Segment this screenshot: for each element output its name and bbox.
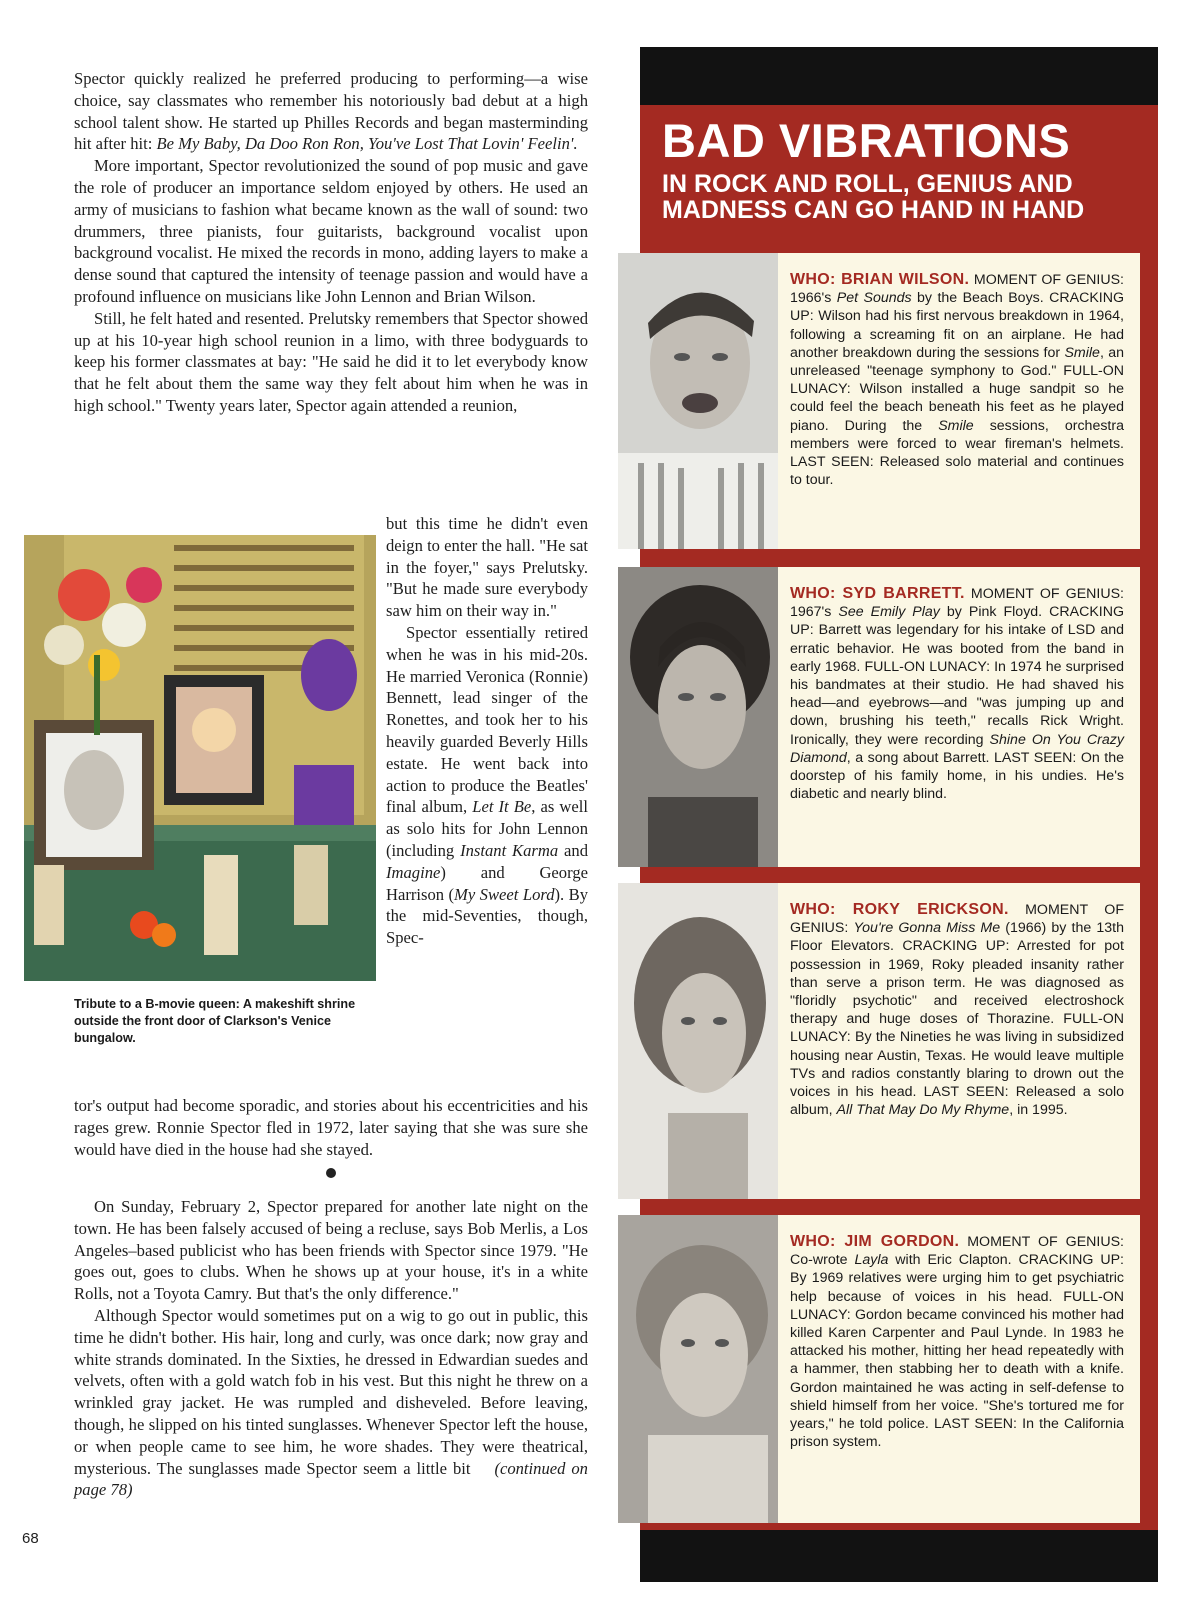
brian-wilson-text: WHO: BRIAN WILSON. MOMENT OF GENIUS: 1966's Pet Sounds by the Beach Boys. CRACKING UP: Wilson had his first nervous breakdown in 1964, following a screaming fit on an airplane. He had another breakdown during the sessions for Smile, an unreleased "teenage symphony to God." FULL-ON LUNACY: Wilson installed a huge sandpit so he could feel the beach beneath his feet as he played piano. During the Smile sessions, orchestra members were forced to wear fireman's helmets. LAST SEEN: Released solo material and continues to tour.	[790, 271, 1125, 489]
sidebar-bad-vibrations	[640, 47, 1158, 1582]
sidebar-title: BAD VIBRATIONS	[662, 114, 1071, 167]
brian-wilson-photo	[618, 253, 778, 549]
jim-gordon-text: WHO: JIM GORDON. MOMENT OF GENIUS: Co-wrote Layla with Eric Clapton. CRACKING UP: By 1969 relatives were urging him to get psychiatric help because of voices in his head. FULL-ON LUNACY: Gordon became convinced his mother had killed Karen Carpenter and Paul Lynde. In 1983 he attacked his mother, hitting her head repeatedly with a hammer, then stabbing her to death with a knife. Gordon maintained he was acting in self-defense to shield himself from her voice. "She's tortured me for years," he told police. LAST SEEN: In the California prison system.	[790, 1233, 1124, 1451]
article-paragraph: Still, he felt hated and resented. Prelutsky remembers that Spector showed up at his 10-year high school reunion in a limo, with three bodyguards to keep his former classmates at bay: "He said he did it to let everybody know that he felt about them the same way they felt about him when he was in high school." Twenty years later, Spector again attended a reunion,	[74, 308, 588, 415]
syd-barrett-photo	[618, 567, 778, 867]
article-paragraph: tor's output had become sporadic, and stories about his eccentricities and his rages grew. Ronnie Spector fled in 1972, later saying that she was sure she would have died in the house had she stayed.	[74, 1096, 588, 1159]
article-paragraph: Spector quickly realized he preferred producing to performing—a wise choice, say classmates who remember his notoriously bad debut at a high school talent show. He started up Philles Records and began masterminding hit after hit: Be My Baby, Da Doo Ron Ron, You've Lost That Lovin' Feelin'.	[74, 69, 588, 154]
sidebar-entry-jim-gordon	[640, 1215, 1140, 1523]
photo-caption: Tribute to a B-movie queen: A makeshift shrine outside the front door of Clarkson's Venice bungalow.	[74, 997, 356, 1045]
article-paragraph: but this time he didn't even deign to enter the hall. "He sat in the foyer," says Prelutsky. "But he made sure everybody saw him on their way in."	[386, 514, 588, 621]
article-paragraph: Spector essentially retired when he was in his mid-20s. He married Veronica (Ronnie) Bennett, lead singer of the Ronettes, and took her to his heavily guarded Beverly Hills estate. He went back into action to produce the Beatles' final album, Let It Be, as well as solo hits for John Lennon (including Instant Karma and Imagine) and George Harrison (My Sweet Lord). By the mid-Seventies, though, Spec-	[386, 622, 589, 948]
article-column-bottom	[74, 1196, 588, 1501]
article-column-mid	[74, 1095, 588, 1160]
roky-erickson-photo	[618, 883, 778, 1199]
article-paragraph: Although Spector would sometimes put on a wig to go out in public, this time he didn't bother. His hair, long and curly, was once dark; now gray and white strands dominated. In the Sixties, he dressed in Edwardian suedes and velvets, often with a gold watch fob in his vest. But this night he threw on a wrinkled gray jacket. He was rumpled and disheveled. Before leaving, though, he slipped on his tinted sunglasses. Whenever Spector left the house, or when people came to see him, he wore shades. They were theatrical, mysterious. The sunglasses made Spector seem a little bit (continued on page 78)	[74, 1305, 588, 1500]
sidebar-entry-syd-barrett	[640, 567, 1140, 867]
roky-erickson-text: WHO: ROKY ERICKSON. MOMENT OF GENIUS: You're Gonna Miss Me (1966) by the 13th Floor Elevators. CRACKING UP: Arrested for pot possession in 1969, Roky pleaded insanity rather than serve a prison term. He was diagnosed as "floridly psychotic" and received electroshock therapy and huge doses of Thorazine. FULL-ON LUNACY: By the Nineties he was living in subsidized housing near Austin, Texas. He would leave multiple TVs and radios constantly blaring to drown out the voices in his head. LAST SEEN: Released a solo album, All That May Do My Rhyme, in 1995.	[790, 901, 1125, 1119]
article-column-wrap	[386, 513, 588, 949]
article-column-top	[74, 68, 588, 417]
page-number: 68	[22, 1530, 39, 1547]
jim-gordon-photo	[618, 1215, 778, 1523]
shrine-photo	[24, 535, 376, 981]
article-paragraph: More important, Spector revolutionized the sound of pop music and gave the role of producer an importance seldom enjoyed by others. He used an army of musicians to fashion what became known as the wall of sound: two drummers, three pianists, four guitarists, background vocalist upon background vocalist. He mixed the records in mono, adding layers to make a dense sound that captured the intensity of teenage passion and would have a profound influence on musicians like John Lennon and Brian Wilson.	[74, 156, 588, 306]
continued-note: (continued on page 78)	[74, 1458, 588, 1500]
sidebar-top-bar	[640, 47, 1158, 105]
sidebar-entry-brian-wilson	[640, 253, 1140, 549]
article-paragraph: On Sunday, February 2, Spector prepared for another late night on the town. He has been falsely accused of being a recluse, says Bob Merlis, a Los Angeles–based publicist who has been friends with Spector since 1979. "He goes out, goes to clubs. When he shows up at your house, it's in a white Rolls, not a Toyota Camry. But that's the only difference."	[74, 1197, 588, 1304]
sidebar-entry-roky-erickson	[640, 883, 1140, 1199]
sidebar-bottom-bar	[640, 1530, 1158, 1582]
section-break-bullet	[326, 1168, 336, 1178]
sidebar-subtitle: IN ROCK AND ROLL, GENIUS AND MADNESS CAN GO HAND IN HAND	[662, 170, 1085, 224]
syd-barrett-text: WHO: SYD BARRETT. MOMENT OF GENIUS: 1967's See Emily Play by Pink Floyd. CRACKING UP: Barrett was legendary for his intake of LSD and erratic behavior. He was booted from the band in early 1968. FULL-ON LUNACY: In 1974 he surprised his bandmates at their studio. He had shaved his head—and eyebrows—and "was jumping up and down, brushing his teeth," recalls Rick Wright. Ironically, they were recording Shine On You Crazy Diamond, a song about Barrett. LAST SEEN: On the doorstep of his family home, in his undies. He's diabetic and nearly blind.	[790, 585, 1125, 803]
